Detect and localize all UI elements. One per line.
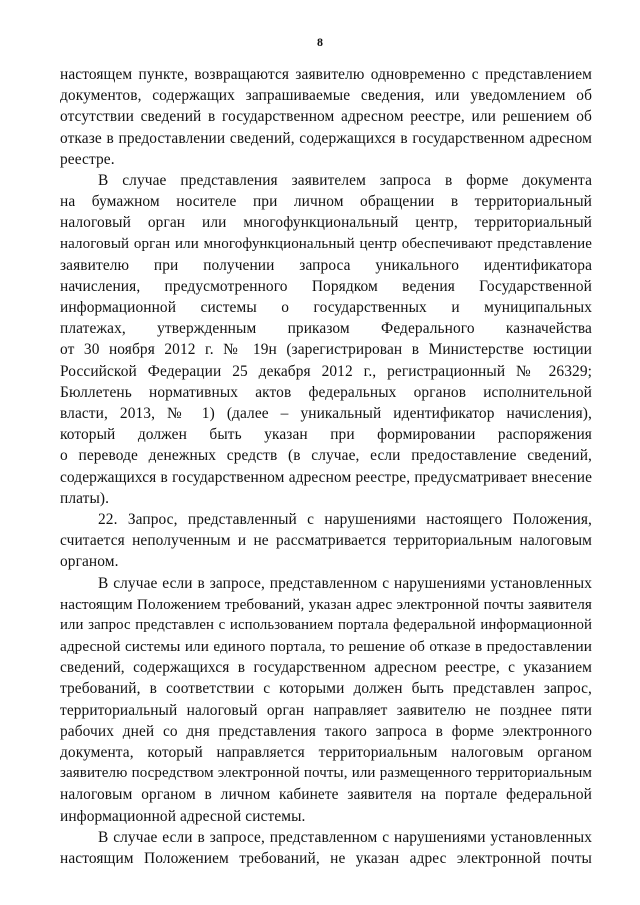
text-line: информационной адресной системы. [60, 807, 306, 825]
text-line: налоговый орган или многофункциональный центр обеспечивают представление [60, 235, 592, 252]
text-line: Российской Федерации 25 декабря 2012 г., регистрационный № 26329; [60, 362, 592, 380]
text-line: документа, который направляется территориальным налоговым органом [60, 744, 592, 761]
text-line: настоящим Положением требований, указан адрес электронной почты заявителя [60, 595, 592, 613]
text-line: платежах, утвержденным приказом Федерального казначейства [60, 320, 592, 338]
text-line: заявителю при получении запроса уникального идентификатора [60, 256, 592, 274]
text-line: от 30 ноября 2012 г. № 19н (зарегистрирован в Министерстве юстиции [60, 341, 592, 359]
text-line: реестре. [60, 150, 115, 168]
text-line: налоговым органом в личном кабинете заявителя на портале федеральной [60, 786, 592, 804]
text-line: начисления, предусмотренного Порядком ведения Государственной [60, 277, 592, 295]
text-line: адресной системы или единого портала, то решение об отказе в предоставлении [60, 638, 592, 656]
text-line: настоящим Положением требований, не указан адрес электронной почты [60, 849, 592, 867]
text-line: заявителю посредством электронной почты, или размещенного территориальным [60, 765, 592, 782]
text-line: налоговый орган или многофункциональный центр, территориальный [60, 214, 592, 232]
text-line: настоящем пункте, возвращаются заявителю одновременно с представлением [60, 66, 592, 83]
text-line: который должен быть указан при формировании распоряжения [60, 426, 592, 444]
text-line: В случае если в запросе, представленном с нарушениями установленных [98, 574, 592, 592]
text-line: власти, 2013, № 1) (далее – уникальный идентификатор начисления), [60, 405, 592, 422]
text-line: органом. [60, 553, 119, 571]
text-line: платы). [60, 489, 110, 507]
text-line: рабочих дней со дня представления такого запроса в форме электронного [60, 722, 592, 740]
text-line: территориальный налоговый орган направляет заявителю не позднее пяти [60, 701, 592, 719]
text-line: В случае если в запросе, представленном с нарушениями установленных [98, 828, 592, 846]
text-line: считается неполученным и не рассматривается территориальным налоговым [60, 532, 592, 550]
text-line: В случае представления заявителем запроса в форме документа [98, 171, 592, 189]
text-line: отказе в предоставлении сведений, содержащихся в государственном адресном [60, 129, 592, 147]
text-line: требований, в соответствии с которыми должен быть представлен запрос, [60, 680, 592, 698]
text-line: информационной системы о государственных и муниципальных [60, 299, 592, 317]
text-line: документов, содержащих запрашиваемые сведения, или уведомлением об [60, 87, 592, 105]
page-number: 8 [317, 35, 323, 49]
document-body [60, 64, 592, 869]
text-line: или запрос представлен с использованием портала федеральной информационной [60, 616, 592, 633]
text-line: 22. Запрос, представленный с нарушениями настоящего Положения, [98, 510, 592, 528]
text-line: на бумажном носителе при личном обращении в территориальный [60, 193, 592, 211]
text-line: о переводе денежных средств (в случае, если предоставление сведений, [60, 447, 592, 465]
text-line: Бюллетень нормативных актов федеральных органов исполнительной [60, 383, 592, 401]
text-line: отсутствии сведений в государственном адресном реестре, или решением об [60, 108, 592, 126]
text-line: сведений, содержащихся в государственном адресном реестре, с указанием [60, 659, 592, 677]
text-line: содержащихся в государственном адресном реестре, предусматривает внесение [60, 468, 592, 486]
